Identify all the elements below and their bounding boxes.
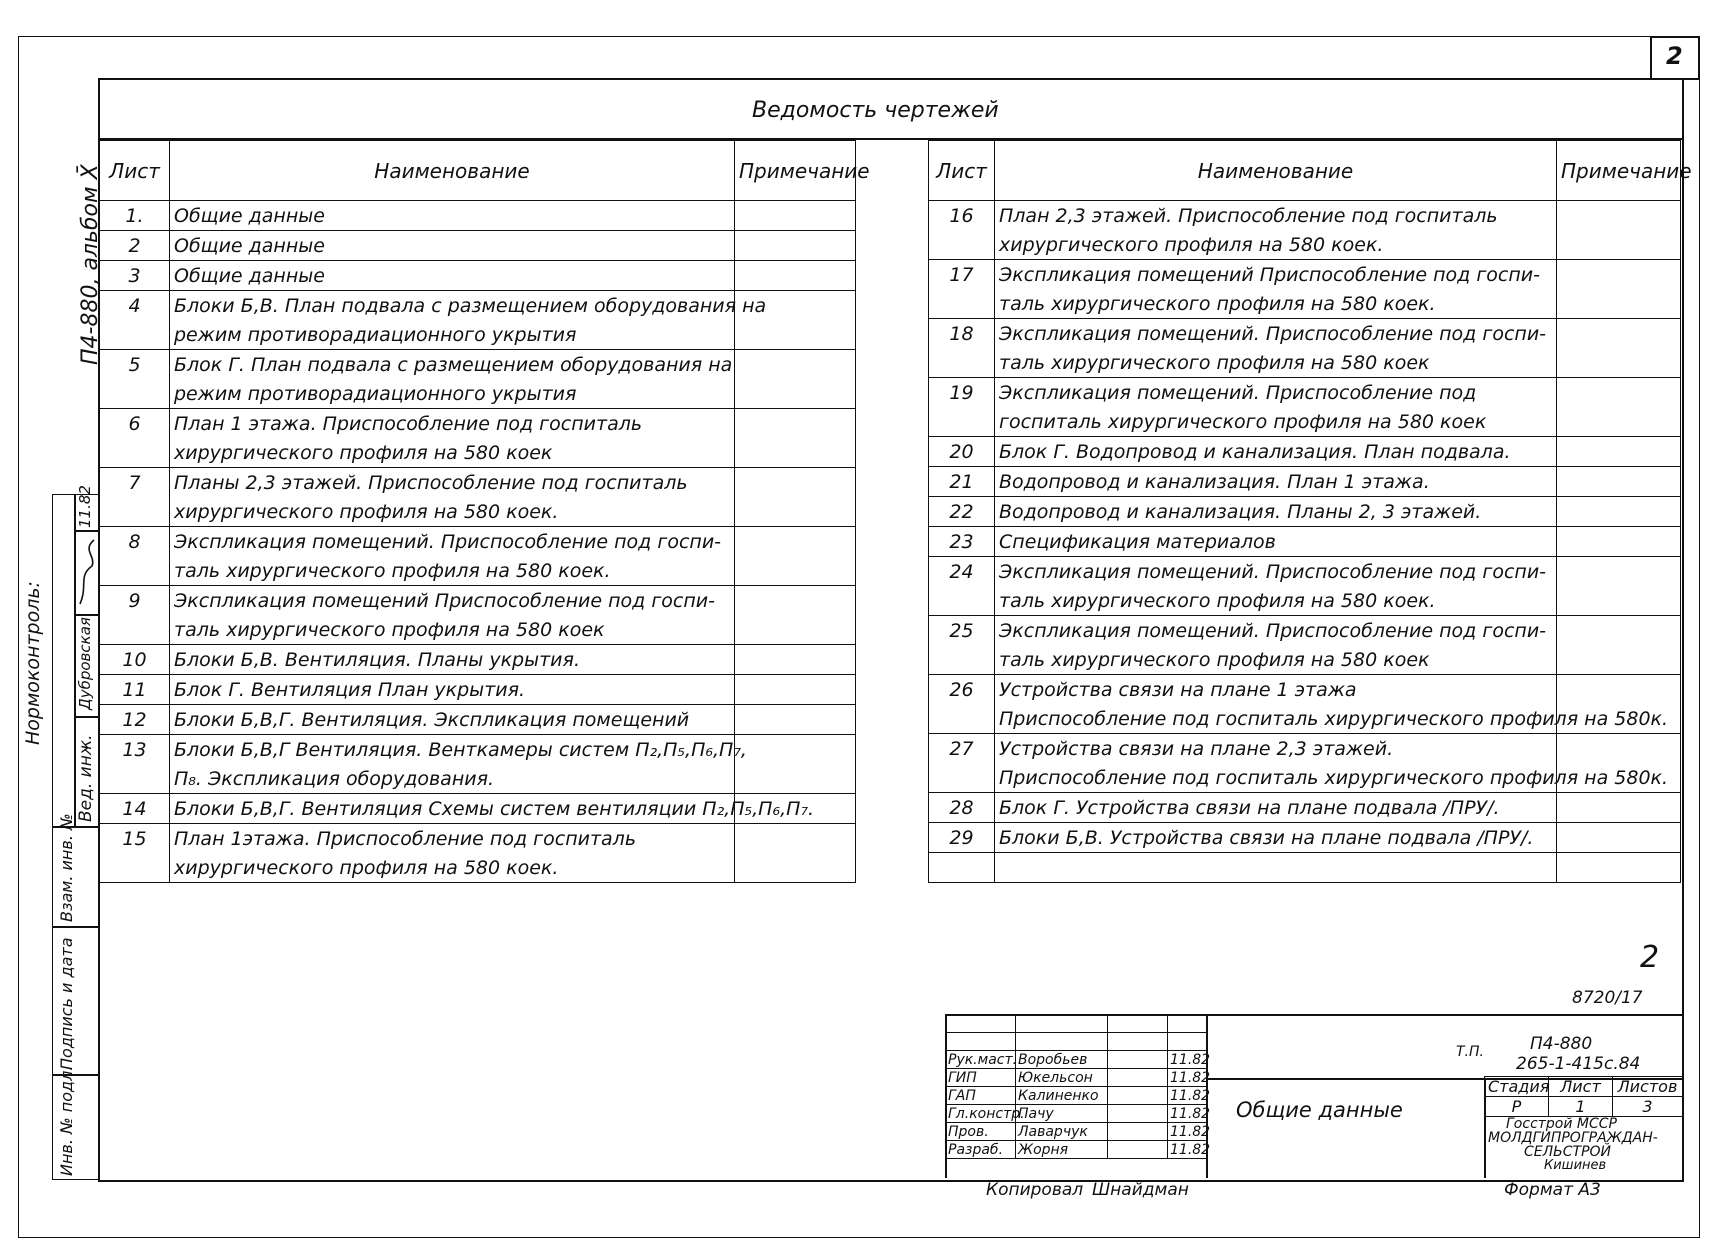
side-stamp-sep <box>74 716 98 718</box>
row-note <box>735 764 856 794</box>
register-row <box>100 556 856 586</box>
row-name: таль хирургического профиля на 580 коек. <box>995 586 1557 616</box>
signature-name: Пачу <box>1016 1105 1108 1123</box>
row-note <box>1557 230 1681 260</box>
signature-row <box>946 1087 1208 1105</box>
col-header-name: Наименование <box>170 141 735 201</box>
signature-role: ГИП <box>946 1069 1016 1087</box>
signature-role: Рук.маст. <box>946 1051 1016 1069</box>
project-code-2: 265-1-415с.84 <box>1516 1054 1641 1074</box>
row-note <box>735 556 856 586</box>
row-name: Устройства связи на плане 2,3 этажей. <box>995 734 1557 764</box>
signature-mark <box>1108 1087 1168 1105</box>
normocontrol-signature <box>76 536 98 608</box>
signature-row <box>946 1105 1208 1123</box>
sheets-value: 3 <box>1613 1097 1683 1117</box>
signature-table <box>945 1014 1211 1159</box>
row-note <box>1557 437 1681 467</box>
row-note <box>735 201 856 231</box>
row-note <box>735 705 856 735</box>
row-sheet-number: 21 <box>929 467 995 497</box>
row-sheet-number <box>100 320 170 350</box>
row-name: Общие данные <box>170 231 735 261</box>
row-note <box>735 231 856 261</box>
row-name: таль хирургического профиля на 580 коек <box>995 348 1557 378</box>
stage-table <box>1484 1076 1683 1117</box>
register-row <box>100 409 856 439</box>
row-sheet-number <box>100 438 170 468</box>
register-row <box>100 824 856 854</box>
row-note <box>735 497 856 527</box>
row-name: Экспликация помещений. Приспособление под госпи- <box>170 527 735 557</box>
row-name: Блок Г. Устройства связи на плане подвала /ПРУ/. <box>995 793 1557 823</box>
row-name: План 1этажа. Приспособление под госпиталь <box>170 824 735 854</box>
register-row <box>929 557 1681 587</box>
row-name: П₈. Экспликация оборудования. <box>170 764 735 794</box>
register-row <box>100 586 856 616</box>
row-sheet-number: 5 <box>100 350 170 380</box>
row-name: таль хирургического профиля на 580 коек <box>170 615 735 645</box>
register-row <box>100 497 856 527</box>
row-note <box>735 645 856 675</box>
register-row <box>929 260 1681 290</box>
row-name: Экспликация помещений. Приспособление под <box>995 378 1557 408</box>
side-stamp-sep <box>52 926 98 928</box>
row-name: Приспособление под госпиталь хирургического профиля на 580к. <box>995 704 1557 734</box>
row-name: Блоки Б,В,Г. Вентиляция. Экспликация помещений <box>170 705 735 735</box>
signature-date: 11.82 <box>1168 1087 1208 1105</box>
register-row <box>929 230 1681 260</box>
row-note <box>1557 616 1681 646</box>
row-name: хирургического профиля на 580 коек. <box>170 497 735 527</box>
row-name: Экспликация помещений Приспособление под госпи- <box>995 260 1557 290</box>
register-row <box>100 320 856 350</box>
signature-role: ГАП <box>946 1087 1016 1105</box>
row-sheet-number <box>929 407 995 437</box>
vzam-inv-label: Взам. инв. № <box>57 813 76 922</box>
row-name: План 2,3 этажей. Приспособление под госпиталь <box>995 201 1557 231</box>
register-row <box>929 527 1681 557</box>
handwritten-page-number: 2 <box>1640 940 1660 975</box>
row-name: Планы 2,3 этажей. Приспособление под госпиталь <box>170 468 735 498</box>
row-sheet-number <box>929 645 995 675</box>
register-row <box>929 378 1681 408</box>
row-note <box>735 615 856 645</box>
row-name: Приспособление под госпиталь хирургического профиля на 580к. <box>995 763 1557 793</box>
row-name: режим противорадиационного укрытия <box>170 320 735 350</box>
row-sheet-number: 15 <box>100 824 170 854</box>
row-sheet-number: 2 <box>100 231 170 261</box>
row-sheet-number: 18 <box>929 319 995 349</box>
row-note <box>735 350 856 380</box>
copied-name: Шнайдман <box>1092 1180 1189 1200</box>
register-row <box>929 616 1681 646</box>
row-name: таль хирургического профиля на 580 коек. <box>170 556 735 586</box>
signature-name: Жорня <box>1016 1141 1108 1159</box>
row-note <box>1557 527 1681 557</box>
row-name: Водопровод и канализация. Планы 2, 3 этажей. <box>995 497 1557 527</box>
row-name: госпиталь хирургического профиля на 580 коек <box>995 407 1557 437</box>
signature-name: Калиненко <box>1016 1087 1108 1105</box>
row-name: таль хирургического профиля на 580 коек. <box>995 289 1557 319</box>
register-row <box>929 704 1681 734</box>
page-corner-number: 2 <box>1666 42 1683 70</box>
register-row <box>929 763 1681 793</box>
register-row <box>100 231 856 261</box>
row-name: Блок Г. Вентиляция План укрытия. <box>170 675 735 705</box>
register-row <box>100 764 856 794</box>
row-sheet-number: 22 <box>929 497 995 527</box>
row-sheet-number: 4 <box>100 291 170 321</box>
register-table-right <box>928 140 1692 883</box>
register-row <box>100 705 856 735</box>
register-row <box>929 586 1681 616</box>
row-note <box>1557 407 1681 437</box>
row-note <box>1557 823 1681 853</box>
row-name: Водопровод и канализация. План 1 этажа. <box>995 467 1557 497</box>
row-sheet-number <box>100 764 170 794</box>
row-note <box>1557 348 1681 378</box>
col-header-sheet: Лист <box>929 141 995 201</box>
tp-label: Т.П. <box>1456 1044 1484 1060</box>
row-name <box>995 853 1557 883</box>
register-row <box>100 291 856 321</box>
signature-row <box>946 1123 1208 1141</box>
col-header-note: Примечание <box>1557 141 1681 201</box>
row-sheet-number <box>929 763 995 793</box>
signature-mark <box>1108 1105 1168 1123</box>
register-row <box>929 734 1681 764</box>
row-name: Экспликация помещений. Приспособление под госпи- <box>995 319 1557 349</box>
row-note <box>735 735 856 765</box>
document-name: Общие данные <box>1236 1098 1403 1122</box>
row-note <box>1557 289 1681 319</box>
row-sheet-number: 17 <box>929 260 995 290</box>
signature-row <box>946 1141 1208 1159</box>
signature-row <box>946 1051 1208 1069</box>
normocontrol-date: 11.82 <box>76 485 94 528</box>
row-sheet-number: 29 <box>929 823 995 853</box>
col-header-sheet: Лист <box>100 141 170 201</box>
row-sheet-number: 7 <box>100 468 170 498</box>
register-row <box>100 853 856 883</box>
register-row <box>929 467 1681 497</box>
archive-number: 8720/17 <box>1572 988 1643 1008</box>
register-row <box>100 794 856 824</box>
row-note <box>735 379 856 409</box>
row-note <box>735 438 856 468</box>
org-line-1: Госстрой МССР <box>1506 1116 1617 1132</box>
row-note <box>735 675 856 705</box>
register-row <box>929 675 1681 705</box>
register-row <box>929 437 1681 467</box>
podpis-data-label: Подпись и дата <box>57 937 76 1070</box>
signature-name: Лаварчук <box>1016 1123 1108 1141</box>
row-sheet-number: 1. <box>100 201 170 231</box>
row-name: Блоки Б,В. Вентиляция. Планы укрытия. <box>170 645 735 675</box>
register-row <box>929 319 1681 349</box>
org-line-3: СЕЛЬСТРОЙ <box>1524 1144 1612 1160</box>
row-sheet-number: 25 <box>929 616 995 646</box>
register-row <box>100 379 856 409</box>
org-line-4: Кишинев <box>1544 1158 1607 1173</box>
row-note <box>735 824 856 854</box>
row-sheet-number <box>929 586 995 616</box>
register-row <box>929 823 1681 853</box>
row-note <box>1557 260 1681 290</box>
row-name: Спецификация материалов <box>995 527 1557 557</box>
row-name: План 1 этажа. Приспособление под госпиталь <box>170 409 735 439</box>
row-name: Блоки Б,В. Устройства связи на плане подвала /ПРУ/. <box>995 823 1557 853</box>
row-sheet-number: 8 <box>100 527 170 557</box>
row-name: Общие данные <box>170 261 735 291</box>
row-note <box>1557 467 1681 497</box>
register-row <box>929 645 1681 675</box>
row-sheet-number: 16 <box>929 201 995 231</box>
row-sheet-number: 28 <box>929 793 995 823</box>
row-name: хирургического профиля на 580 коек. <box>995 230 1557 260</box>
signature-role: Пров. <box>946 1123 1016 1141</box>
row-note <box>1557 645 1681 675</box>
row-sheet-number: 20 <box>929 437 995 467</box>
row-sheet-number: 19 <box>929 378 995 408</box>
row-note <box>735 527 856 557</box>
row-name: Экспликация помещений. Приспособление под госпи- <box>995 557 1557 587</box>
row-note <box>1557 319 1681 349</box>
side-stamp-sep <box>74 530 98 532</box>
register-row <box>100 201 856 231</box>
row-sheet-number: 14 <box>100 794 170 824</box>
row-sheet-number <box>929 704 995 734</box>
ved-inzh-label: Вед. инж. <box>76 734 96 822</box>
row-note <box>735 409 856 439</box>
signature-mark <box>1108 1141 1168 1159</box>
row-sheet-number <box>100 497 170 527</box>
inv-podl-label: Инв. № подл. <box>57 1065 76 1176</box>
register-row <box>100 468 856 498</box>
register-row <box>100 735 856 765</box>
sheets-label: Листов <box>1613 1077 1683 1097</box>
signature-date: 11.82 <box>1168 1123 1208 1141</box>
col-header-note: Примечание <box>735 141 856 201</box>
row-note <box>1557 378 1681 408</box>
register-row <box>100 675 856 705</box>
signature-mark <box>1108 1123 1168 1141</box>
row-sheet-number: 9 <box>100 586 170 616</box>
register-row <box>100 527 856 557</box>
row-note <box>1557 201 1681 231</box>
stage-value: Р <box>1485 1097 1549 1117</box>
signature-name: Воробьев <box>1016 1051 1108 1069</box>
register-row <box>929 497 1681 527</box>
register-row <box>100 645 856 675</box>
row-sheet-number: 10 <box>100 645 170 675</box>
row-sheet-number <box>929 853 995 883</box>
row-sheet-number: 13 <box>100 735 170 765</box>
side-stamp-sep <box>74 614 98 616</box>
register-row <box>929 289 1681 319</box>
row-sheet-number <box>929 348 995 378</box>
register-row <box>100 615 856 645</box>
row-name: режим противорадиационного укрытия <box>170 379 735 409</box>
signature-mark <box>1108 1051 1168 1069</box>
copied-label: Копировал <box>986 1180 1084 1200</box>
row-sheet-number: 23 <box>929 527 995 557</box>
signature-name: Юкельсон <box>1016 1069 1108 1087</box>
sheet-value: 1 <box>1549 1097 1613 1117</box>
signature-row <box>946 1069 1208 1087</box>
row-name: хирургического профиля на 580 коек. <box>170 853 735 883</box>
row-sheet-number: 6 <box>100 409 170 439</box>
signature-date: 11.82 <box>1168 1105 1208 1123</box>
row-name: Блоки Б,В,Г Вентиляция. Венткамеры систем П₂,П₅,П₆,П₇, <box>170 735 735 765</box>
format-label: Формат А3 <box>1504 1180 1601 1200</box>
row-sheet-number <box>929 289 995 319</box>
row-name: Экспликация помещений Приспособление под госпи- <box>170 586 735 616</box>
row-name: Общие данные <box>170 201 735 231</box>
row-note <box>1557 853 1681 883</box>
normocontrol-name: Дубровская <box>76 617 94 710</box>
row-sheet-number: 24 <box>929 557 995 587</box>
row-name: Устройства связи на плане 1 этажа <box>995 675 1557 705</box>
register-row <box>100 350 856 380</box>
signature-role: Гл.констр. <box>946 1105 1016 1123</box>
row-note <box>735 320 856 350</box>
row-name: хирургического профиля на 580 коек <box>170 438 735 468</box>
signature-role: Разраб. <box>946 1141 1016 1159</box>
row-note <box>735 586 856 616</box>
row-name: Блок Г. План подвала с размещением оборудования на <box>170 350 735 380</box>
register-row <box>100 438 856 468</box>
register-row <box>929 853 1681 883</box>
row-note <box>1557 675 1681 705</box>
row-sheet-number: 27 <box>929 734 995 764</box>
register-row <box>929 793 1681 823</box>
album-label: П4-880, альбом X̄ <box>78 164 103 365</box>
row-note <box>735 853 856 883</box>
row-sheet-number <box>100 615 170 645</box>
row-note <box>735 261 856 291</box>
register-row <box>929 348 1681 378</box>
row-note <box>1557 497 1681 527</box>
row-note <box>1557 793 1681 823</box>
stage-label: Стадия <box>1485 1077 1549 1097</box>
row-note <box>1557 557 1681 587</box>
col-header-name: Наименование <box>995 141 1557 201</box>
signature-date: 11.82 <box>1168 1141 1208 1159</box>
row-sheet-number <box>100 379 170 409</box>
row-name: Блоки Б,В. План подвала с размещением оборудования на <box>170 291 735 321</box>
row-name: Блок Г. Водопровод и канализация. План подвала. <box>995 437 1557 467</box>
register-row <box>100 261 856 291</box>
signature-date: 11.82 <box>1168 1051 1208 1069</box>
row-note <box>735 468 856 498</box>
row-name: Экспликация помещений. Приспособление под госпи- <box>995 616 1557 646</box>
register-row <box>929 407 1681 437</box>
row-note <box>1557 734 1681 764</box>
row-note <box>1557 586 1681 616</box>
org-line-2: МОЛДГИПРОГРАЖДАН- <box>1488 1130 1658 1146</box>
row-sheet-number: 12 <box>100 705 170 735</box>
row-name: Блоки Б,В,Г. Вентиляция Схемы систем вентиляции П₂,П₅,П₆,П₇. <box>170 794 735 824</box>
row-sheet-number: 26 <box>929 675 995 705</box>
row-sheet-number: 11 <box>100 675 170 705</box>
row-sheet-number <box>100 556 170 586</box>
signature-mark <box>1108 1069 1168 1087</box>
signature-date: 11.82 <box>1168 1069 1208 1087</box>
row-sheet-number <box>929 230 995 260</box>
register-table-left <box>99 140 870 883</box>
row-sheet-number: 3 <box>100 261 170 291</box>
sheet-title: Ведомость чертежей <box>752 98 999 123</box>
sheet-label: Лист <box>1549 1077 1613 1097</box>
project-code: П4-880 <box>1530 1034 1593 1054</box>
normocontrol-label: Нормоконтроль: <box>22 581 44 745</box>
row-name: таль хирургического профиля на 580 коек <box>995 645 1557 675</box>
register-row <box>929 201 1681 231</box>
row-sheet-number <box>100 853 170 883</box>
